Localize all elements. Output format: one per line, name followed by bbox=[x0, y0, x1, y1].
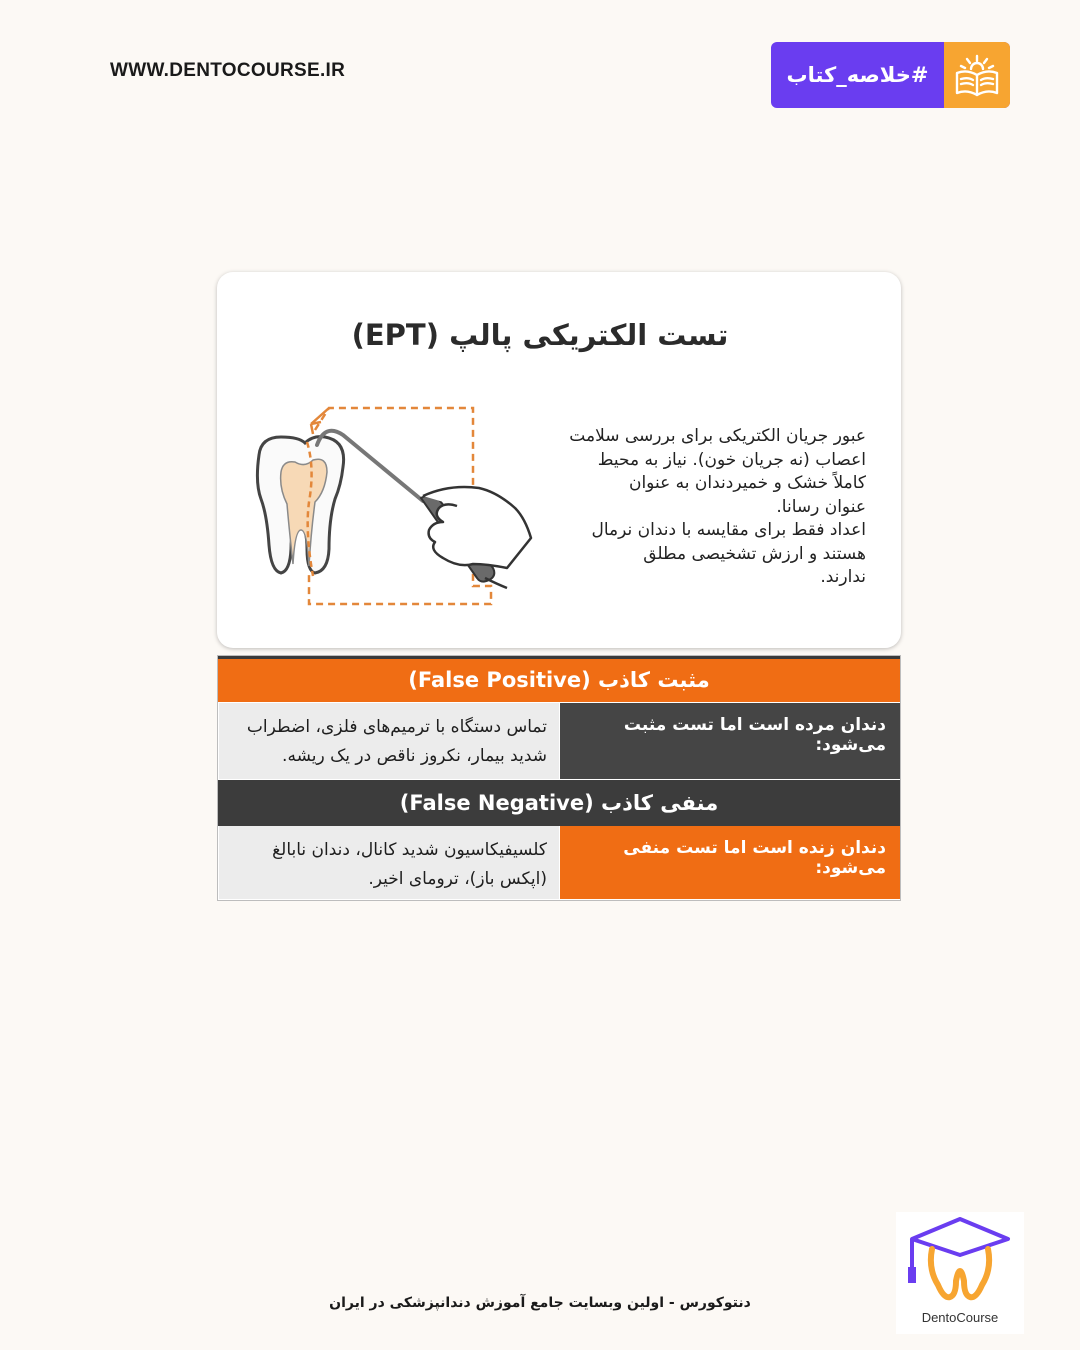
tooth-with-pulp-tester-icon bbox=[245, 400, 545, 615]
description-line: هستند و ارزش تشخیصی مطلق bbox=[643, 543, 866, 564]
false-positive-causes bbox=[219, 703, 559, 779]
cause-line: کلسیفیکاسیون شدید کانال، دندان نابالغ bbox=[272, 840, 547, 860]
footer-tagline: دنتوکورس - اولین وبسایت جامع آموزش دندانپزشکی در ایران bbox=[329, 1295, 751, 1311]
cause-line: تماس دستگاه با ترمیم‌های فلزی، اضطراب bbox=[246, 717, 547, 737]
cause-line: (اپکس باز)، ترومای اخیر. bbox=[368, 869, 547, 889]
false-positive-heading: مثبت کاذب (False Positive) bbox=[218, 656, 900, 702]
logo-caption: DentoCourse bbox=[921, 1310, 999, 1325]
false-negative-heading: منفی کاذب (False Negative) bbox=[218, 780, 900, 826]
open-book-icon bbox=[951, 49, 1003, 101]
hashtag-badge bbox=[771, 42, 1010, 108]
site-url: WWW.DENTOCOURSE.IR bbox=[110, 60, 346, 81]
tooth-graduation-cap-icon bbox=[904, 1215, 1016, 1309]
description-line: ندارند. bbox=[820, 567, 866, 587]
false-positive-label: دندان مرده است اما تست مثبت می‌شود: bbox=[560, 703, 900, 779]
card-description bbox=[560, 425, 866, 590]
description-line: اعصاب (نه جریان خون). نیاز به محیط bbox=[597, 449, 866, 470]
false-negative-causes bbox=[219, 826, 559, 899]
hashtag-icon-box bbox=[944, 42, 1010, 108]
cause-line: شدید بیمار، نکروز ناقص در یک ریشه. bbox=[282, 746, 547, 766]
dentocourse-logo bbox=[896, 1212, 1024, 1334]
description-line: عبور جریان الکتریکی برای بررسی سلامت bbox=[569, 426, 866, 446]
false-negative-label: دندان زنده است اما تست منفی می‌شود: bbox=[560, 826, 900, 899]
hashtag-label: #خلاصه_کتاب bbox=[786, 63, 929, 87]
description-line: اعداد فقط برای مقایسه با دندان نرمال bbox=[591, 520, 866, 540]
description-line: عنوان رسانا. bbox=[776, 496, 866, 517]
description-line: کاملاً خشک و خمیردندان به عنوان bbox=[628, 473, 866, 493]
card-title: تست الکتریکی پالپ (EPT) bbox=[351, 318, 729, 352]
